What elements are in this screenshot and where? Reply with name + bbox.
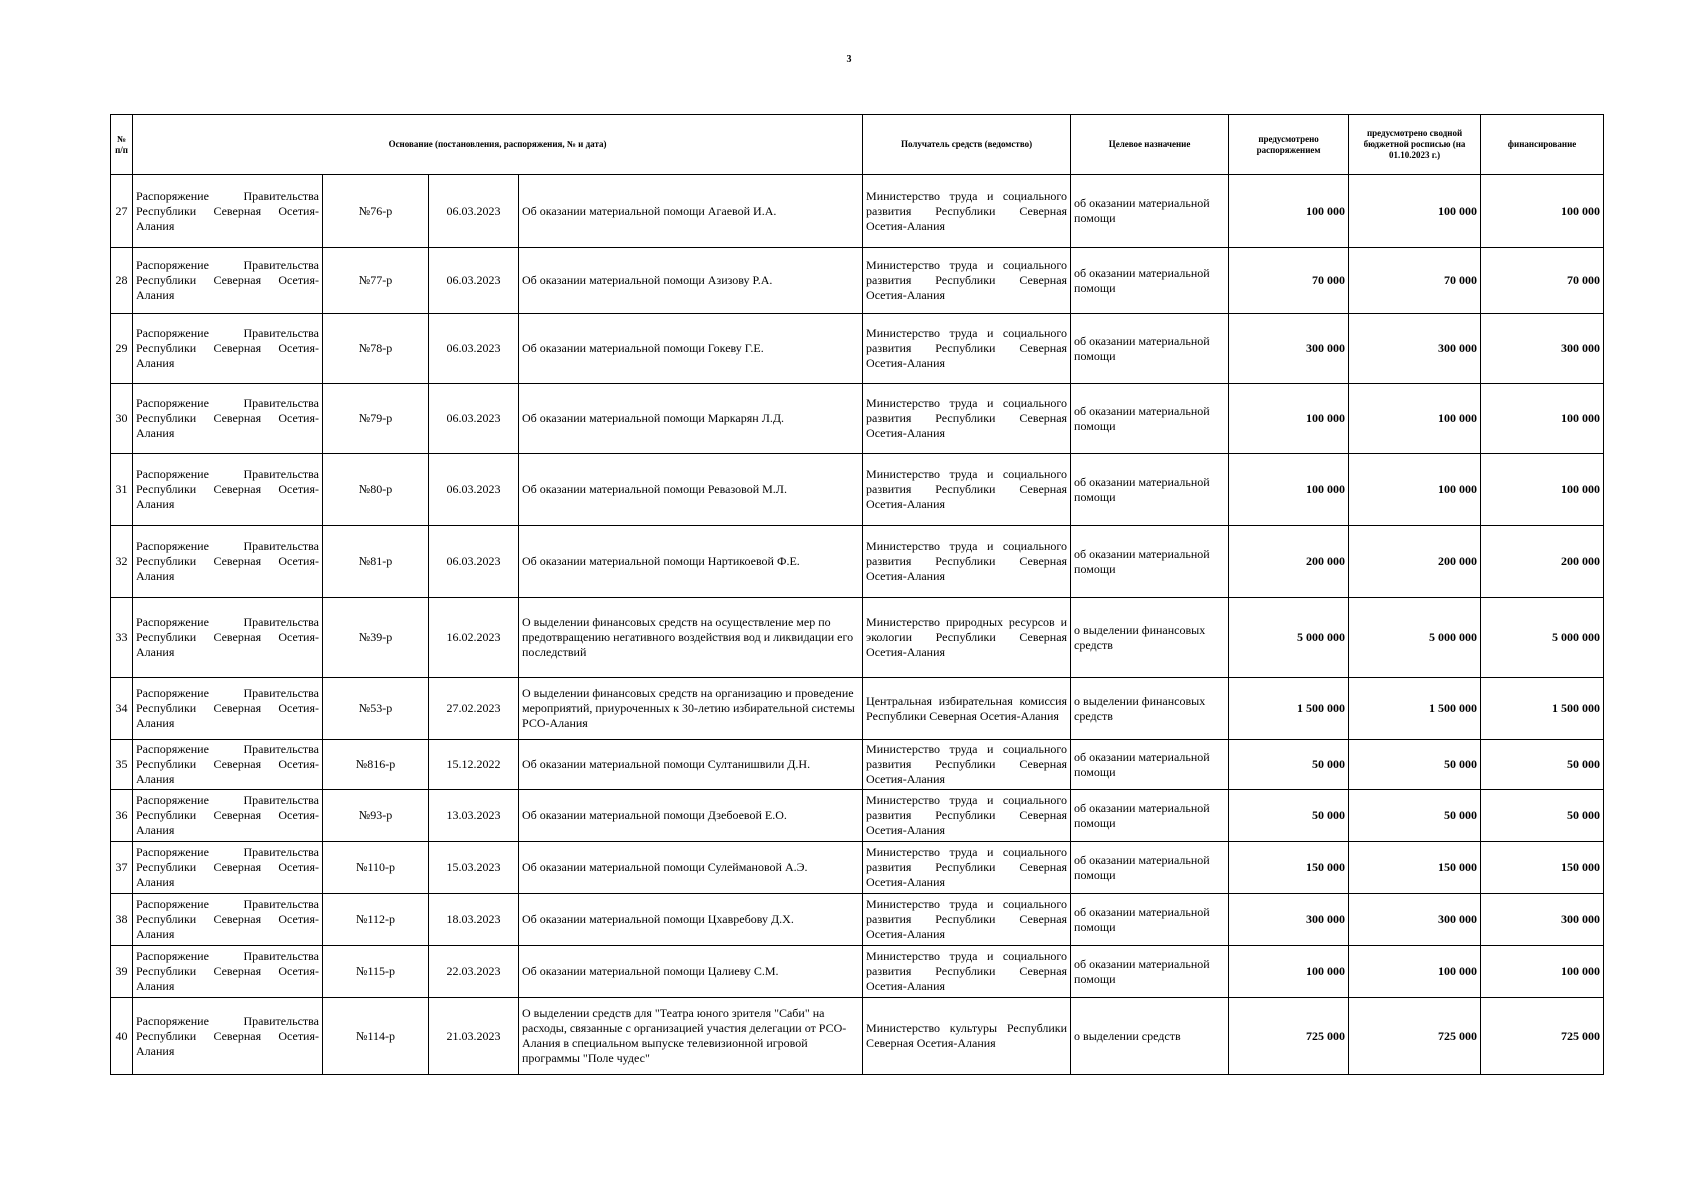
row-planned: 300 000: [1229, 894, 1349, 946]
row-planned: 300 000: [1229, 314, 1349, 384]
row-document-number: №53-р: [323, 678, 429, 740]
row-number: 40: [111, 998, 133, 1075]
row-recipient: Министерство культуры Республики Северная Осетия-Алания: [863, 998, 1071, 1075]
row-number: 35: [111, 740, 133, 790]
row-basis: Распоряжение Правительства Республики Северная Осетия-Алания: [133, 384, 323, 454]
row-financing: 100 000: [1481, 384, 1604, 454]
row-purpose: об оказании материальной помощи: [1071, 842, 1229, 894]
row-financing: 300 000: [1481, 314, 1604, 384]
header-recipient: Получатель средств (ведомство): [863, 115, 1071, 175]
row-basis: Распоряжение Правительства Республики Северная Осетия-Алания: [133, 894, 323, 946]
row-planned: 1 500 000: [1229, 678, 1349, 740]
row-purpose: об оказании материальной помощи: [1071, 314, 1229, 384]
row-planned: 100 000: [1229, 384, 1349, 454]
row-purpose: об оказании материальной помощи: [1071, 740, 1229, 790]
row-document-number: №39-р: [323, 598, 429, 678]
table-row: [111, 894, 1604, 946]
table-row: [111, 175, 1604, 248]
row-date: 13.03.2023: [429, 790, 519, 842]
row-date: 06.03.2023: [429, 454, 519, 526]
row-recipient: Министерство труда и социального развития Республики Северная Осетия-Алания: [863, 526, 1071, 598]
row-recipient: Министерство труда и социального развития Республики Северная Осетия-Алания: [863, 946, 1071, 998]
row-recipient: Министерство труда и социального развития Республики Северная Осетия-Алания: [863, 894, 1071, 946]
row-date: 16.02.2023: [429, 598, 519, 678]
row-title: Об оказании материальной помощи Гокеву Г.Е.: [519, 314, 863, 384]
header-purpose: Целевое назначение: [1071, 115, 1229, 175]
row-title: Об оказании материальной помощи Азизову Р.А.: [519, 248, 863, 314]
row-planned: 725 000: [1229, 998, 1349, 1075]
row-document-number: №77-р: [323, 248, 429, 314]
row-planned: 100 000: [1229, 454, 1349, 526]
header-budget: предусмотрено сводной бюджетной росписью (на 01.10.2023 г.): [1349, 115, 1481, 175]
table-row: [111, 454, 1604, 526]
row-date: 06.03.2023: [429, 314, 519, 384]
row-recipient: Министерство труда и социального развития Республики Северная Осетия-Алания: [863, 175, 1071, 248]
row-number: 28: [111, 248, 133, 314]
table-row: [111, 998, 1604, 1075]
row-planned: 5 000 000: [1229, 598, 1349, 678]
row-planned: 50 000: [1229, 790, 1349, 842]
row-financing: 200 000: [1481, 526, 1604, 598]
row-budget: 300 000: [1349, 314, 1481, 384]
row-planned: 200 000: [1229, 526, 1349, 598]
row-number: 29: [111, 314, 133, 384]
row-title: Об оказании материальной помощи Агаевой И.А.: [519, 175, 863, 248]
row-planned: 50 000: [1229, 740, 1349, 790]
row-financing: 5 000 000: [1481, 598, 1604, 678]
row-recipient: Министерство труда и социального развития Республики Северная Осетия-Алания: [863, 842, 1071, 894]
row-recipient: Министерство труда и социального развития Республики Северная Осетия-Алания: [863, 248, 1071, 314]
row-budget: 50 000: [1349, 790, 1481, 842]
row-document-number: №115-р: [323, 946, 429, 998]
row-planned: 70 000: [1229, 248, 1349, 314]
row-date: 06.03.2023: [429, 248, 519, 314]
row-purpose: об оказании материальной помощи: [1071, 790, 1229, 842]
row-financing: 100 000: [1481, 175, 1604, 248]
row-basis: Распоряжение Правительства Республики Северная Осетия-Алания: [133, 740, 323, 790]
row-title: Об оказании материальной помощи Ревазовой М.Л.: [519, 454, 863, 526]
row-planned: 150 000: [1229, 842, 1349, 894]
row-financing: 725 000: [1481, 998, 1604, 1075]
row-basis: Распоряжение Правительства Республики Северная Осетия-Алания: [133, 526, 323, 598]
row-title: О выделении средств для "Театра юного зрителя "Саби" на расходы, связанные с организацией участия делегации от РСО-Алания в специальном выпуске телевизионной игровой программы "Поле чудес": [519, 998, 863, 1075]
row-document-number: №80-р: [323, 454, 429, 526]
table-row: [111, 598, 1604, 678]
row-title: Об оказании материальной помощи Султанишвили Д.Н.: [519, 740, 863, 790]
row-financing: 300 000: [1481, 894, 1604, 946]
row-financing: 50 000: [1481, 740, 1604, 790]
table-row: [111, 740, 1604, 790]
row-basis: Распоряжение Правительства Республики Северная Осетия-Алания: [133, 946, 323, 998]
header-planned: предусмотрено распоряжением: [1229, 115, 1349, 175]
row-basis: Распоряжение Правительства Республики Северная Осетия-Алания: [133, 248, 323, 314]
row-document-number: №76-р: [323, 175, 429, 248]
row-basis: Распоряжение Правительства Республики Северная Осетия-Алания: [133, 678, 323, 740]
row-basis: Распоряжение Правительства Республики Северная Осетия-Алания: [133, 790, 323, 842]
table-body: [111, 175, 1604, 1075]
row-financing: 150 000: [1481, 842, 1604, 894]
row-budget: 50 000: [1349, 740, 1481, 790]
table-row: [111, 384, 1604, 454]
row-basis: Распоряжение Правительства Республики Северная Осетия-Алания: [133, 842, 323, 894]
page-number: 3: [846, 54, 852, 65]
row-purpose: об оказании материальной помощи: [1071, 384, 1229, 454]
header-basis: Основание (постановления, распоряжения, № и дата): [133, 115, 863, 175]
row-document-number: №112-р: [323, 894, 429, 946]
row-number: 31: [111, 454, 133, 526]
row-date: 27.02.2023: [429, 678, 519, 740]
row-financing: 1 500 000: [1481, 678, 1604, 740]
row-budget: 1 500 000: [1349, 678, 1481, 740]
row-recipient: Министерство труда и социального развития Республики Северная Осетия-Алания: [863, 454, 1071, 526]
row-date: 06.03.2023: [429, 526, 519, 598]
row-basis: Распоряжение Правительства Республики Северная Осетия-Алания: [133, 598, 323, 678]
table-row: [111, 842, 1604, 894]
row-purpose: об оказании материальной помощи: [1071, 526, 1229, 598]
row-financing: 50 000: [1481, 790, 1604, 842]
row-purpose: об оказании материальной помощи: [1071, 454, 1229, 526]
row-purpose: о выделении финансовых средств: [1071, 678, 1229, 740]
row-number: 38: [111, 894, 133, 946]
row-recipient: Центральная избирательная комиссия Республики Северная Осетия-Алания: [863, 678, 1071, 740]
row-title: О выделении финансовых средств на осуществление мер по предотвращению негативного воздействия вод и ликвидации его последствий: [519, 598, 863, 678]
row-document-number: №93-р: [323, 790, 429, 842]
row-document-number: №114-р: [323, 998, 429, 1075]
row-budget: 200 000: [1349, 526, 1481, 598]
row-budget: 100 000: [1349, 946, 1481, 998]
row-recipient: Министерство труда и социального развития Республики Северная Осетия-Алания: [863, 314, 1071, 384]
row-document-number: №816-р: [323, 740, 429, 790]
row-document-number: №110-р: [323, 842, 429, 894]
row-number: 39: [111, 946, 133, 998]
row-number: 27: [111, 175, 133, 248]
table-row: [111, 678, 1604, 740]
row-number: 34: [111, 678, 133, 740]
row-number: 36: [111, 790, 133, 842]
header-num: № п/п: [111, 115, 133, 175]
row-basis: Распоряжение Правительства Республики Северная Осетия-Алания: [133, 314, 323, 384]
row-budget: 100 000: [1349, 384, 1481, 454]
row-date: 06.03.2023: [429, 384, 519, 454]
table-row: [111, 314, 1604, 384]
row-title: Об оказании материальной помощи Маркарян Л.Д.: [519, 384, 863, 454]
row-date: 15.03.2023: [429, 842, 519, 894]
row-planned: 100 000: [1229, 175, 1349, 248]
header-financing: финансирование: [1481, 115, 1604, 175]
row-purpose: о выделении средств: [1071, 998, 1229, 1075]
row-purpose: об оказании материальной помощи: [1071, 946, 1229, 998]
row-title: Об оказании материальной помощи Дзебоевой Е.О.: [519, 790, 863, 842]
row-title: Об оказании материальной помощи Нартикоевой Ф.Е.: [519, 526, 863, 598]
row-date: 15.12.2022: [429, 740, 519, 790]
row-budget: 100 000: [1349, 175, 1481, 248]
row-number: 30: [111, 384, 133, 454]
row-budget: 100 000: [1349, 454, 1481, 526]
row-purpose: об оказании материальной помощи: [1071, 175, 1229, 248]
row-title: Об оказании материальной помощи Сулеймановой А.Э.: [519, 842, 863, 894]
row-date: 18.03.2023: [429, 894, 519, 946]
row-planned: 100 000: [1229, 946, 1349, 998]
table-row: [111, 946, 1604, 998]
table-row: [111, 526, 1604, 598]
row-date: 06.03.2023: [429, 175, 519, 248]
financing-table: [110, 114, 1604, 1075]
row-financing: 70 000: [1481, 248, 1604, 314]
table-row: [111, 790, 1604, 842]
row-number: 33: [111, 598, 133, 678]
row-title: Об оказании материальной помощи Цалиеву С.М.: [519, 946, 863, 998]
row-basis: Распоряжение Правительства Республики Северная Осетия-Алания: [133, 998, 323, 1075]
row-document-number: №79-р: [323, 384, 429, 454]
row-document-number: №78-р: [323, 314, 429, 384]
row-budget: 300 000: [1349, 894, 1481, 946]
row-purpose: об оказании материальной помощи: [1071, 894, 1229, 946]
row-document-number: №81-р: [323, 526, 429, 598]
header-row: [111, 115, 1604, 175]
row-budget: 70 000: [1349, 248, 1481, 314]
row-purpose: о выделении финансовых средств: [1071, 598, 1229, 678]
row-recipient: Министерство природных ресурсов и экологии Республики Северная Осетия-Алания: [863, 598, 1071, 678]
row-recipient: Министерство труда и социального развития Республики Северная Осетия-Алания: [863, 790, 1071, 842]
row-budget: 5 000 000: [1349, 598, 1481, 678]
row-date: 22.03.2023: [429, 946, 519, 998]
row-financing: 100 000: [1481, 454, 1604, 526]
row-recipient: Министерство труда и социального развития Республики Северная Осетия-Алания: [863, 384, 1071, 454]
row-date: 21.03.2023: [429, 998, 519, 1075]
row-title: Об оказании материальной помощи Цхаврeбову Д.Х.: [519, 894, 863, 946]
table-row: [111, 248, 1604, 314]
row-title: О выделении финансовых средств на организацию и проведение мероприятий, приуроченных к 30-летию избирательной системы РСО-Алания: [519, 678, 863, 740]
row-budget: 725 000: [1349, 998, 1481, 1075]
row-recipient: Министерство труда и социального развития Республики Северная Осетия-Алания: [863, 740, 1071, 790]
row-financing: 100 000: [1481, 946, 1604, 998]
row-basis: Распоряжение Правительства Республики Северная Осетия-Алания: [133, 454, 323, 526]
row-budget: 150 000: [1349, 842, 1481, 894]
row-number: 32: [111, 526, 133, 598]
row-basis: Распоряжение Правительства Республики Северная Осетия-Алания: [133, 175, 323, 248]
row-number: 37: [111, 842, 133, 894]
row-purpose: об оказании материальной помощи: [1071, 248, 1229, 314]
